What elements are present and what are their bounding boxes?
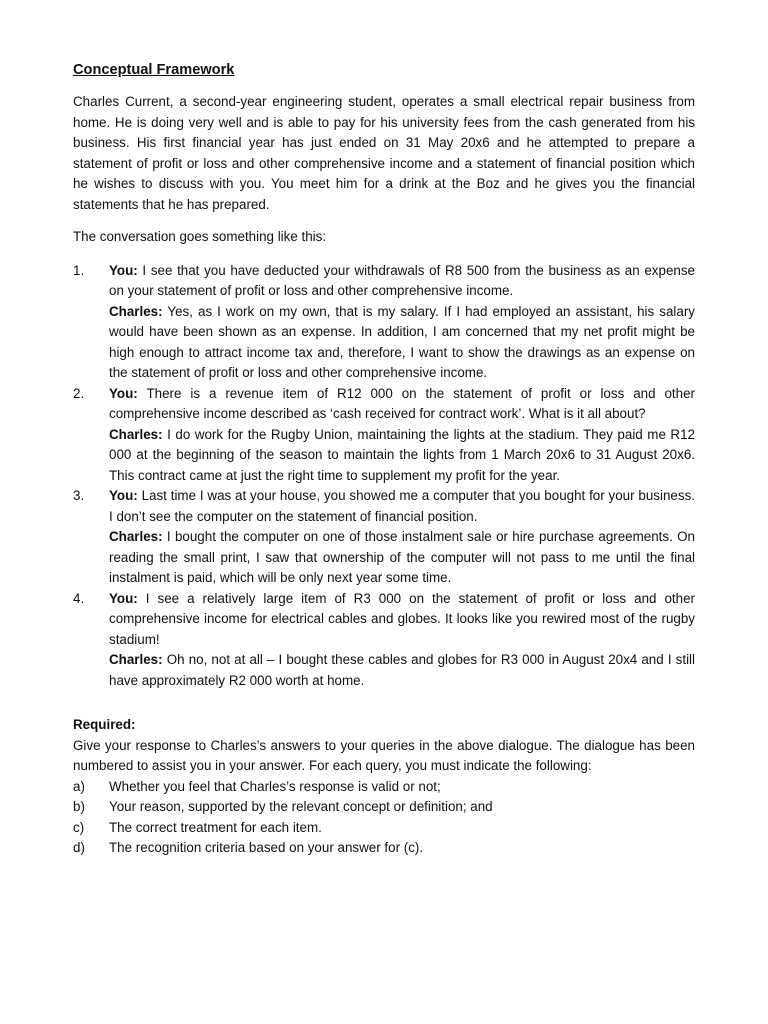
- charles-text: I do work for the Rugby Union, maintaining the lights at the stadium. They paid me R12 000 at the beginning of the season to maintain the lights from 1 March 20x6 to 31 August 20x6. This contract came at just the right time to supplement my profit for the year.: [109, 426, 695, 483]
- required-item-b: [73, 797, 695, 818]
- dialogue-item-1: [73, 261, 695, 384]
- required-list: [73, 777, 695, 859]
- item-text: Your reason, supported by the relevant concept or definition; and: [109, 799, 493, 814]
- you-text: Last time I was at your house, you showed me a computer that you bought for your business. I don’t see the computer on the statement of financial position.: [109, 488, 695, 524]
- intro-paragraph: Charles Current, a second-year engineering student, operates a small electrical repair business from home. He is doing very well and is able to pay for his university fees from the cash generated from his business. His first financial year has just ended on 31 May 20x6 and he attempted to prepare a statement of profit or loss and other comprehensive income and a statement of financial position which he wishes to discuss with you. You meet him for a drink at the Boz and he gives you the financial statements that he has prepared.: [73, 94, 695, 212]
- item-number: 4.: [73, 590, 85, 606]
- document-page: [73, 60, 695, 859]
- dialogue-item-3: [73, 486, 695, 589]
- required-item-d: [73, 838, 695, 859]
- item-text: The recognition criteria based on your answer for (c).: [109, 840, 424, 855]
- conversation-lead: The conversation goes something like this:: [73, 229, 327, 244]
- you-text: I see a relatively large item of R3 000 on the statement of profit or loss and other comprehensive income for electrical cables and globes. It looks like you rewired most of the rugby stadium!: [109, 590, 695, 647]
- speaker-charles: Charles:: [109, 303, 163, 319]
- item-text: Whether you feel that Charles’s response is valid or not;: [109, 778, 441, 794]
- item-letter: d): [73, 840, 85, 855]
- charles-text: Yes, as I work on my own, that is my salary. If I had employed an assistant, his salary would have been shown as an expense. In addition, I am concerned that my net profit might be high enough to attract income tax and, therefore, I want to show the drawings as an expense on the statement of profit or loss and other comprehensive income.: [109, 303, 695, 380]
- dialogue-item-2: [73, 384, 695, 487]
- item-number: 3.: [73, 488, 85, 503]
- dialogue-item-4: [73, 589, 695, 692]
- speaker-you: You:: [109, 385, 138, 401]
- page-title: Conceptual Framework: [73, 62, 235, 78]
- speaker-you: You:: [109, 488, 138, 503]
- dialogue-list: [73, 261, 695, 692]
- required-section: [73, 715, 695, 859]
- speaker-charles: Charles:: [109, 652, 163, 667]
- item-body: [109, 589, 695, 692]
- speaker-charles: Charles:: [109, 529, 163, 544]
- required-label: Required:: [73, 717, 136, 732]
- speaker-you: You:: [109, 262, 138, 278]
- item-number: 1.: [73, 262, 85, 278]
- item-text: The correct treatment for each item.: [109, 819, 322, 835]
- charles-text: I bought the computer on one of those instalment sale or hire purchase agreements. On reading the small print, I saw that ownership of the computer will not pass to me until the final instalment is paid, which will be only next year some time.: [109, 529, 695, 585]
- item-body: [109, 486, 695, 589]
- you-text: There is a revenue item of R12 000 on the statement of profit or loss and other comprehensive income described as ‘cash received for contract work’. What is it all about?: [109, 385, 695, 421]
- required-item-c: [73, 818, 695, 839]
- you-text: I see that you have deducted your withdrawals of R8 500 from the business as an expense on your statement of profit or loss and other comprehensive income.: [109, 262, 695, 298]
- item-letter: c): [73, 819, 85, 835]
- required-text: Give your response to Charles’s answers to your queries in the above dialogue. The dialogue has been numbered to assist you in your answer. For each query, you must indicate the following:: [73, 737, 695, 773]
- speaker-you: You:: [109, 590, 138, 606]
- charles-text: Oh no, not at all – I bought these cables and globes for R3 000 in August 20x4 and I still have approximately R2 000 worth at home.: [109, 652, 695, 688]
- required-item-a: [73, 777, 695, 798]
- item-body: [109, 384, 695, 487]
- item-letter: b): [73, 799, 85, 814]
- item-body: [109, 261, 695, 384]
- item-number: 2.: [73, 385, 85, 401]
- item-letter: a): [73, 778, 85, 794]
- speaker-charles: Charles:: [109, 426, 163, 442]
